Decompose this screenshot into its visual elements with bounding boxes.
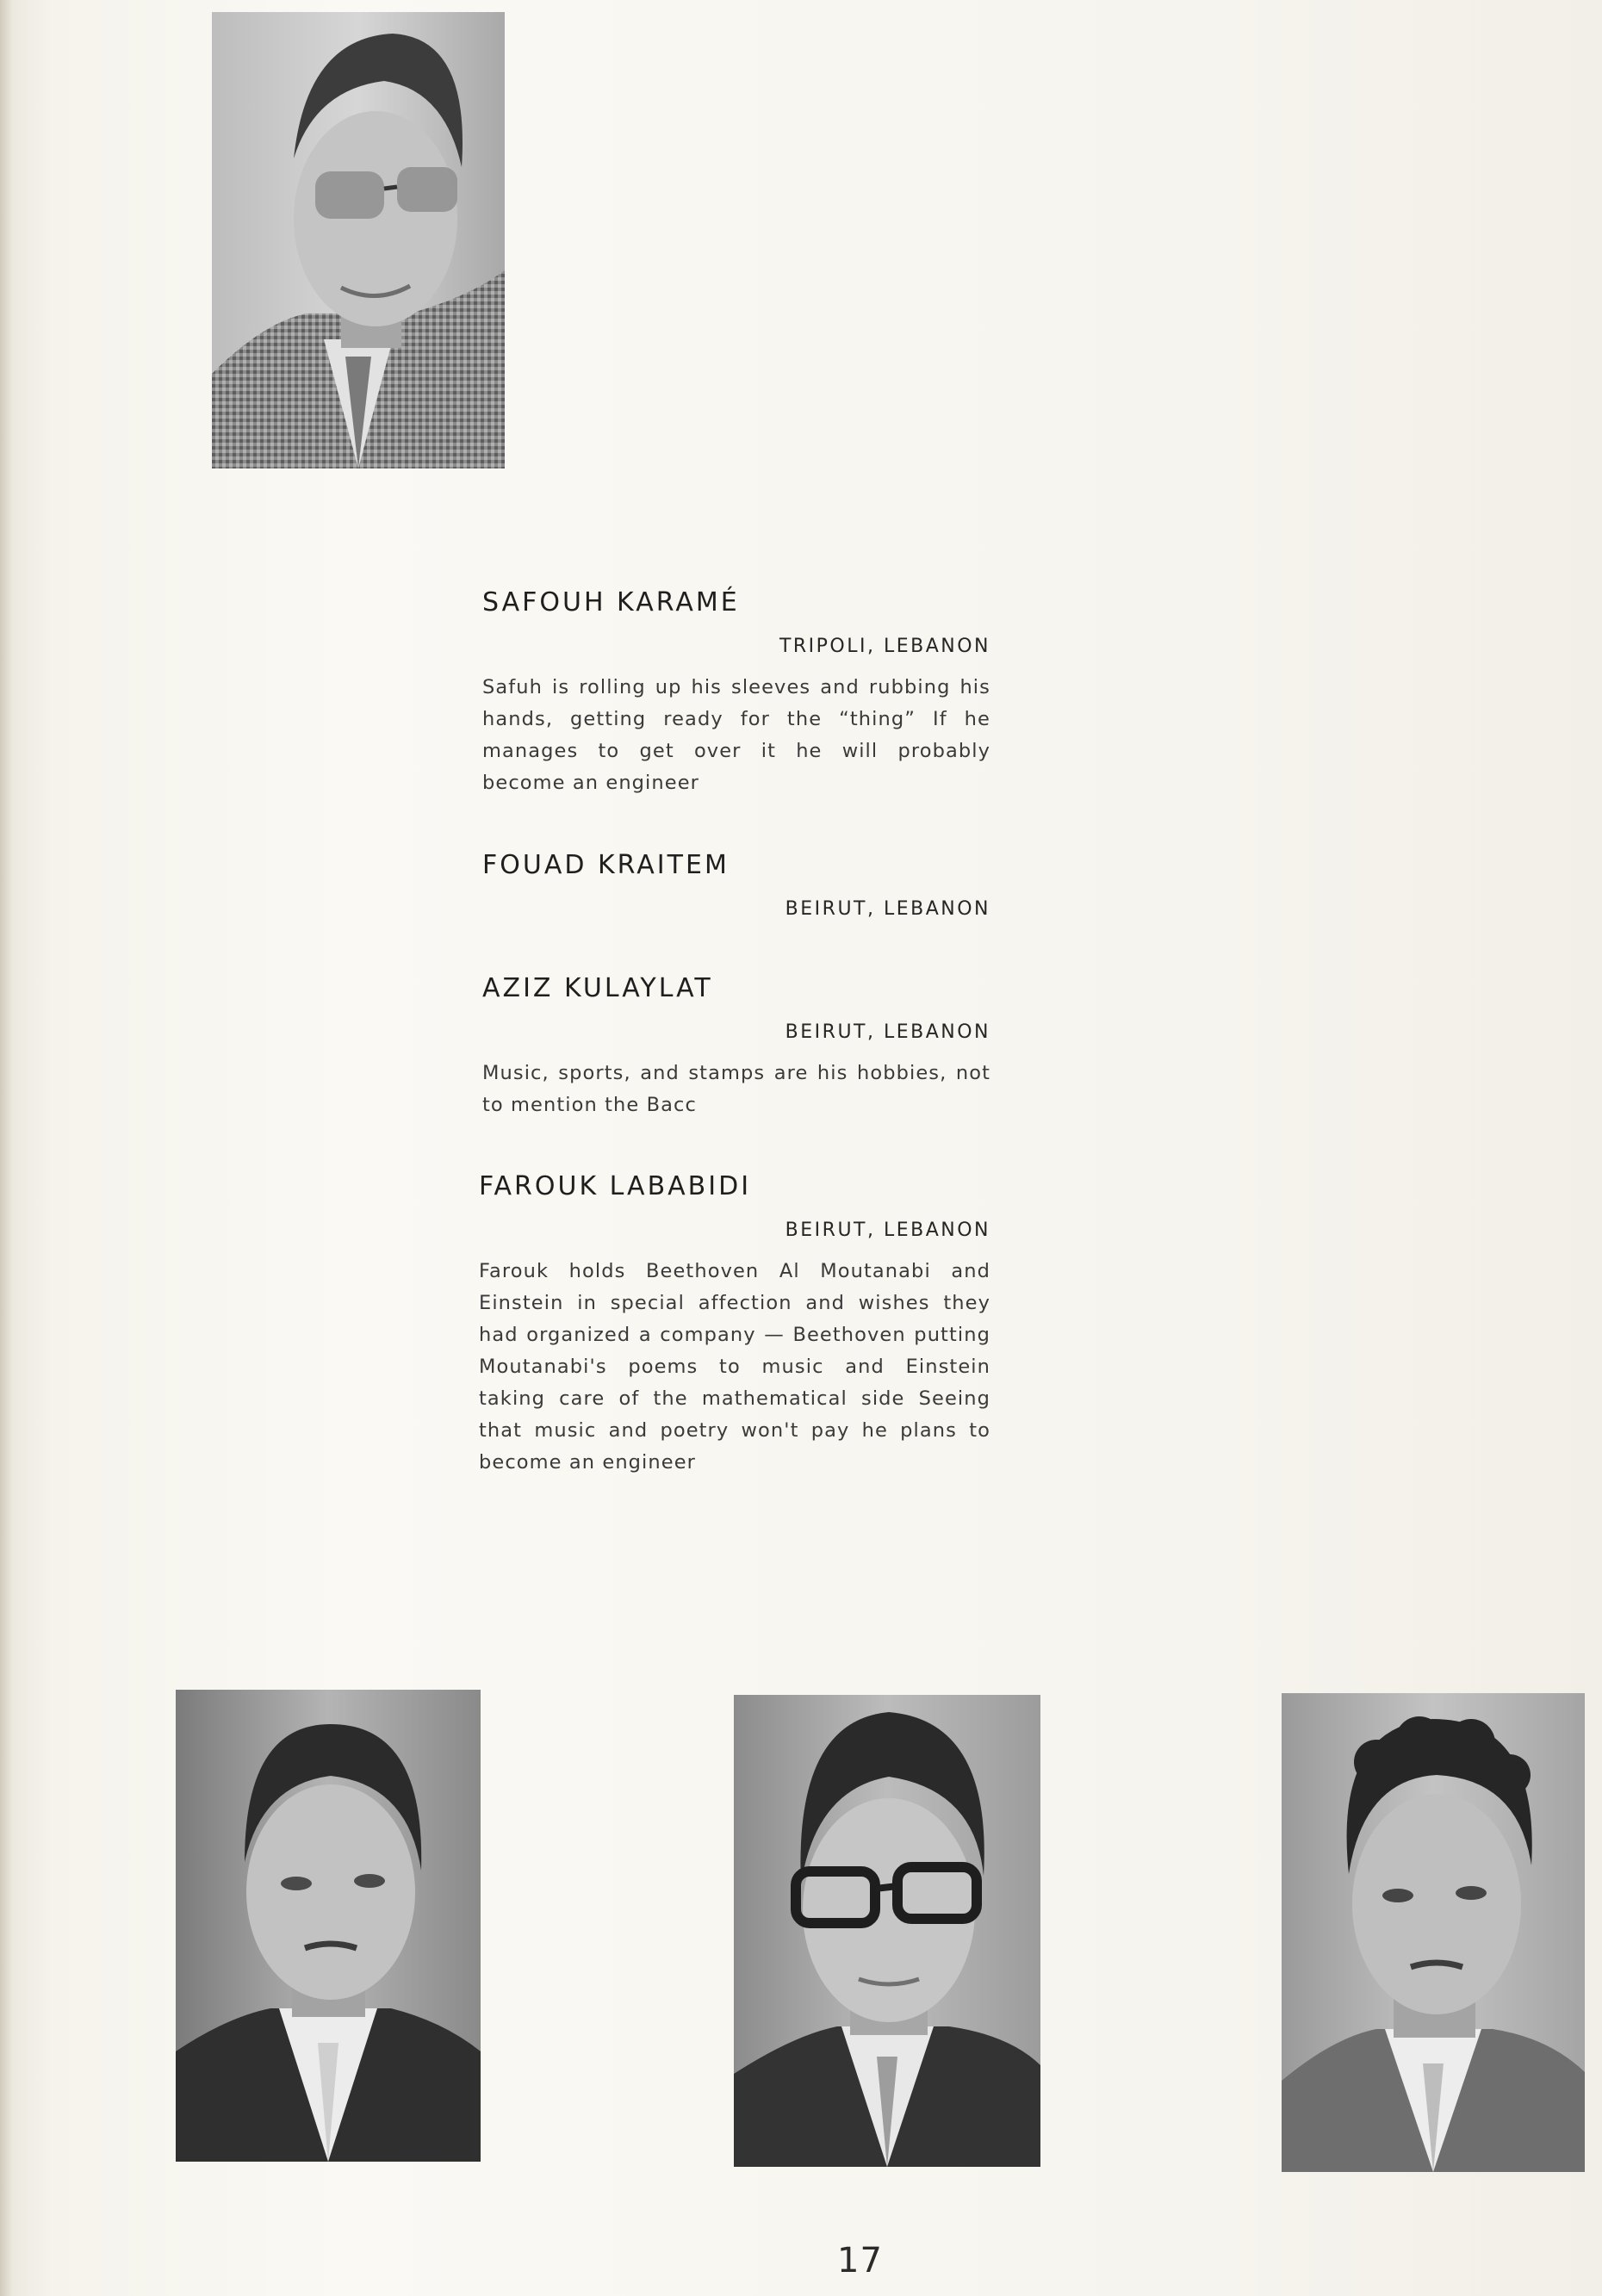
portrait-photo-farouk-lababidi bbox=[1282, 1693, 1585, 2172]
entry-safouh-karame bbox=[482, 586, 990, 799]
entry-name: SAFOUH KARAMÉ bbox=[482, 587, 740, 617]
entry-location: TRIPOLI, LEBANON bbox=[779, 636, 990, 657]
entry-location: BEIRUT, LEBANON bbox=[785, 1219, 990, 1241]
entry-location: BEIRUT, LEBANON bbox=[785, 898, 990, 920]
portrait-photo-aziz-kulaylat bbox=[734, 1695, 1040, 2167]
entry-farouk-lababidi bbox=[479, 1170, 990, 1479]
entry-description: Farouk holds Beethoven Al Moutanabi and Einstein in special affection and wishes they had organized a company — Beethoven putting Moutanabi's poems to music and Einstein taking care of the mathematical side Seeing that music and poetry won't pay he plans to become an engineer bbox=[479, 1260, 990, 1474]
entry-name: FAROUK LABABIDI bbox=[479, 1171, 752, 1201]
entry-description: Music, sports, and stamps are his hobbies, not to mention the Bacc bbox=[482, 1062, 990, 1116]
portrait-photo-fouad-kraitem bbox=[176, 1690, 481, 2162]
page-number: 17 bbox=[837, 2241, 883, 2280]
entry-location: BEIRUT, LEBANON bbox=[785, 1021, 990, 1043]
entry-fouad-kraitem bbox=[482, 848, 990, 922]
entry-name: AZIZ KULAYLAT bbox=[482, 973, 713, 1003]
entry-description: Safuh is rolling up his sleeves and rubbing his hands, getting ready for the “thing” If he manages to get over it he will probably become an engineer bbox=[482, 676, 990, 794]
portrait-photo-safouh-karame bbox=[212, 12, 505, 469]
entry-name: FOUAD KRAITEM bbox=[482, 850, 730, 880]
binding-edge bbox=[0, 0, 12, 2296]
entry-aziz-kulaylat bbox=[482, 971, 990, 1121]
